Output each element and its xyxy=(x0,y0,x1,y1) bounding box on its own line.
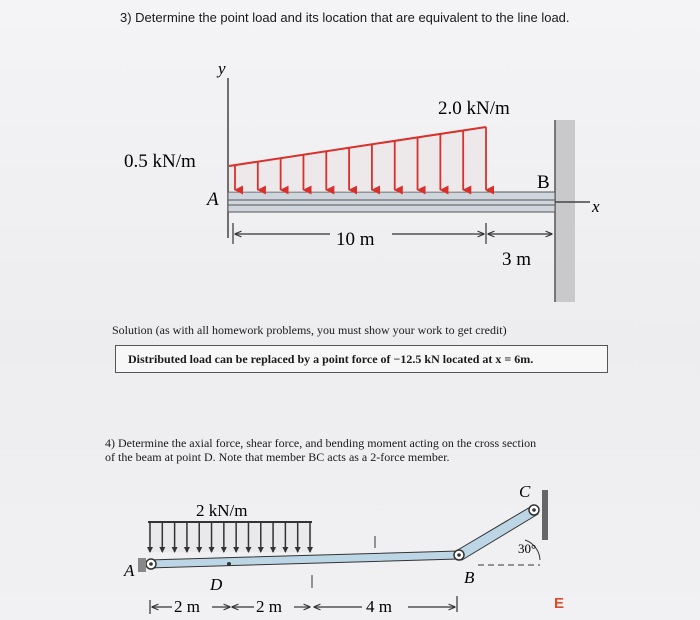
p4-point-c-label: C xyxy=(519,482,531,501)
dim-10-label: 10 m xyxy=(336,229,375,250)
solution-answer-box: Distributed load can be replaced by a point force of −12.5 kN located at x = 6m. xyxy=(115,345,608,373)
p4-dim-4-label: 4 m xyxy=(366,597,392,616)
p4-point-b-label: B xyxy=(464,568,475,587)
problem4-prompt-line2: of the beam at point D. Note that member BC acts as a 2-force member. xyxy=(105,450,450,464)
beam xyxy=(228,192,555,212)
problem3-prompt: 3) Determine the point load and its location that are equivalent to the line load. xyxy=(120,10,570,25)
point-b-label: B xyxy=(537,172,550,193)
p4-dim-2b-label: 2 m xyxy=(256,597,282,616)
problem4-prompt xyxy=(105,436,665,464)
point-d-marker xyxy=(227,562,231,566)
p4-support-a xyxy=(138,558,146,572)
p4-wall-c xyxy=(542,490,548,540)
load-left-label: 0.5 kN/m xyxy=(124,151,196,172)
solution-intro: Solution (as with all homework problems, you must show your work to get credit) xyxy=(112,323,507,337)
load-right-label: 2.0 kN/m xyxy=(438,98,510,119)
p4-angle-label: 30° xyxy=(518,541,537,556)
p4-point-d-label: D xyxy=(210,575,223,594)
p4-load-label: 2 kN/m xyxy=(196,501,248,520)
wall xyxy=(555,120,575,302)
problem4-prompt-line1: 4) Determine the axial force, shear force, and bending moment acting on the cross section xyxy=(105,436,537,450)
p4-point-a-label: A xyxy=(124,561,135,580)
p4-beam-ab xyxy=(148,551,458,568)
axis-y-label: y xyxy=(218,59,226,78)
p4-dim-2a-label: 2 m xyxy=(174,597,200,616)
point-a-label: A xyxy=(207,189,219,210)
axis-x-label: x xyxy=(592,197,600,216)
corner-mark: E xyxy=(554,595,565,612)
dim-3-label: 3 m xyxy=(502,249,532,270)
